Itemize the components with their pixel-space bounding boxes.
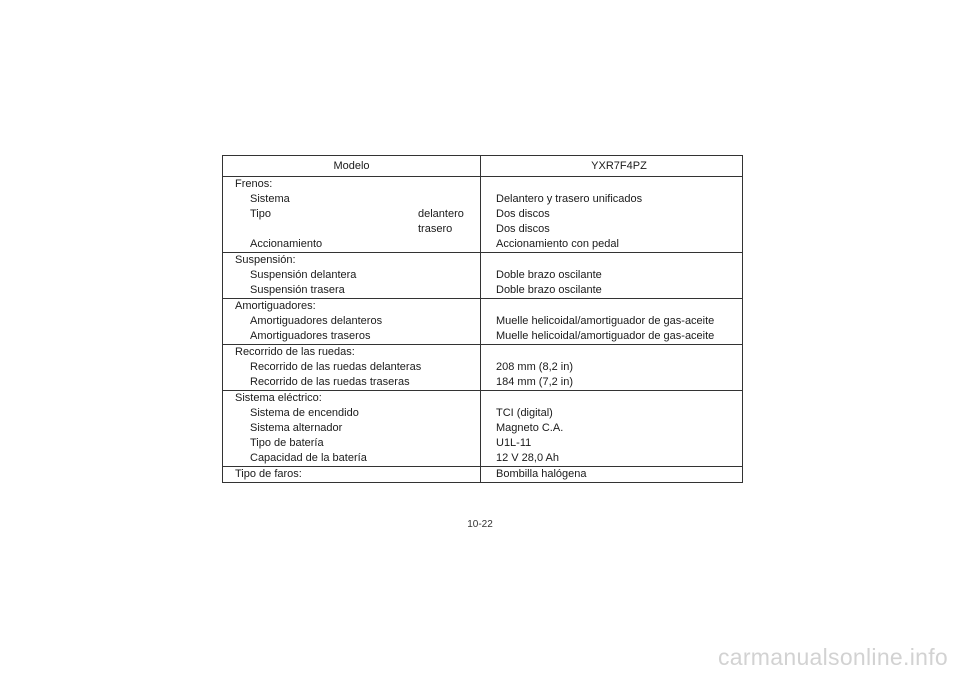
spec-item-label: Suspensión trasera [250, 284, 345, 296]
spec-label-cell [223, 360, 481, 375]
spec-label-cell [223, 283, 481, 299]
spec-label-cell [223, 314, 481, 329]
spec-label-cell [223, 222, 481, 237]
spec-item-label: Tipo [250, 208, 271, 220]
spec-label-cell [223, 421, 481, 436]
spec-value: Dos discos [481, 207, 743, 222]
watermark: carmanualsonline.info [717, 644, 948, 670]
spec-item-label: Accionamiento [250, 238, 323, 250]
spec-label-cell [223, 329, 481, 345]
spec-value [481, 177, 743, 193]
spec-value: Doble brazo oscilante [481, 268, 743, 283]
spec-group-label: Tipo de faros: [235, 468, 302, 480]
spec-group-label: Recorrido de las ruedas: [235, 346, 355, 358]
spec-value: 184 mm (7,2 in) [481, 375, 743, 391]
spec-item-label: Sistema alternador [250, 422, 343, 434]
spec-item-label: Recorrido de las ruedas traseras [250, 376, 410, 388]
table-row [223, 406, 743, 421]
table-body [223, 177, 743, 483]
spec-item-label: Sistema de encendido [250, 407, 359, 419]
spec-label-cell [223, 451, 481, 467]
spec-value [481, 253, 743, 269]
spec-value: TCI (digital) [481, 406, 743, 421]
spec-value: Dos discos [481, 222, 743, 237]
spec-value: Delantero y trasero unificados [481, 192, 743, 207]
spec-label-cell [223, 253, 481, 269]
spec-qualifier: delantero [418, 208, 464, 220]
table-row [223, 391, 743, 407]
spec-label-cell [223, 436, 481, 451]
spec-value [481, 391, 743, 407]
spec-item-label: Capacidad de la batería [250, 452, 367, 464]
spec-value: Magneto C.A. [481, 421, 743, 436]
spec-item-label: Sistema [250, 193, 290, 205]
table-row [223, 237, 743, 253]
page-number: 10-22 [467, 519, 493, 530]
spec-value [481, 345, 743, 361]
spec-value: 12 V 28,0 Ah [481, 451, 743, 467]
specifications-table [222, 155, 743, 483]
spec-item-label: Suspensión delantera [250, 269, 357, 281]
spec-label-cell [223, 375, 481, 391]
spec-qualifier: trasero [418, 223, 453, 235]
table-header-row [223, 156, 743, 177]
spec-label-cell [223, 345, 481, 361]
table-row [223, 451, 743, 467]
table-row [223, 421, 743, 436]
table-row [223, 314, 743, 329]
table-row [223, 345, 743, 361]
spec-item-label: Tipo de batería [250, 437, 324, 449]
table-row [223, 375, 743, 391]
spec-label-cell [223, 406, 481, 421]
spec-label-cell [223, 177, 481, 193]
spec-value [481, 299, 743, 315]
table-row [223, 360, 743, 375]
spec-group-label: Frenos: [235, 178, 273, 190]
spec-value: Accionamiento con pedal [481, 237, 743, 253]
table-row [223, 253, 743, 269]
spec-value: Doble brazo oscilante [481, 283, 743, 299]
spec-label-cell [223, 299, 481, 315]
spec-group-label: Amortiguadores: [235, 300, 316, 312]
spec-label-cell [223, 207, 481, 222]
spec-value: Muelle helicoidal/amortiguador de gas-aceite [481, 329, 743, 345]
table-row [223, 207, 743, 222]
spec-value: Muelle helicoidal/amortiguador de gas-aceite [481, 314, 743, 329]
spec-item-label: Recorrido de las ruedas delanteras [250, 361, 422, 373]
table-row [223, 268, 743, 283]
spec-group-label: Sistema eléctrico: [235, 392, 322, 404]
spec-value: U1L-11 [481, 436, 743, 451]
spec-label-cell [223, 192, 481, 207]
spec-item-label: Amortiguadores delanteros [250, 315, 383, 327]
spec-label-cell [223, 467, 481, 483]
table-row [223, 299, 743, 315]
spec-label-cell [223, 391, 481, 407]
spec-group-label: Suspensión: [235, 254, 296, 266]
spec-label-cell [223, 237, 481, 253]
table-row [223, 283, 743, 299]
table-row [223, 177, 743, 193]
spec-value: Bombilla halógena [481, 467, 743, 483]
spec-item-label [223, 223, 250, 235]
spec-label-cell [223, 268, 481, 283]
spec-item-label: Amortiguadores traseros [250, 330, 371, 342]
header-model-value: YXR7F4PZ [481, 156, 743, 177]
header-model-label: Modelo [223, 156, 481, 177]
table-row [223, 192, 743, 207]
table-row [223, 467, 743, 483]
table-row [223, 329, 743, 345]
table-row [223, 222, 743, 237]
spec-value: 208 mm (8,2 in) [481, 360, 743, 375]
table-row [223, 436, 743, 451]
